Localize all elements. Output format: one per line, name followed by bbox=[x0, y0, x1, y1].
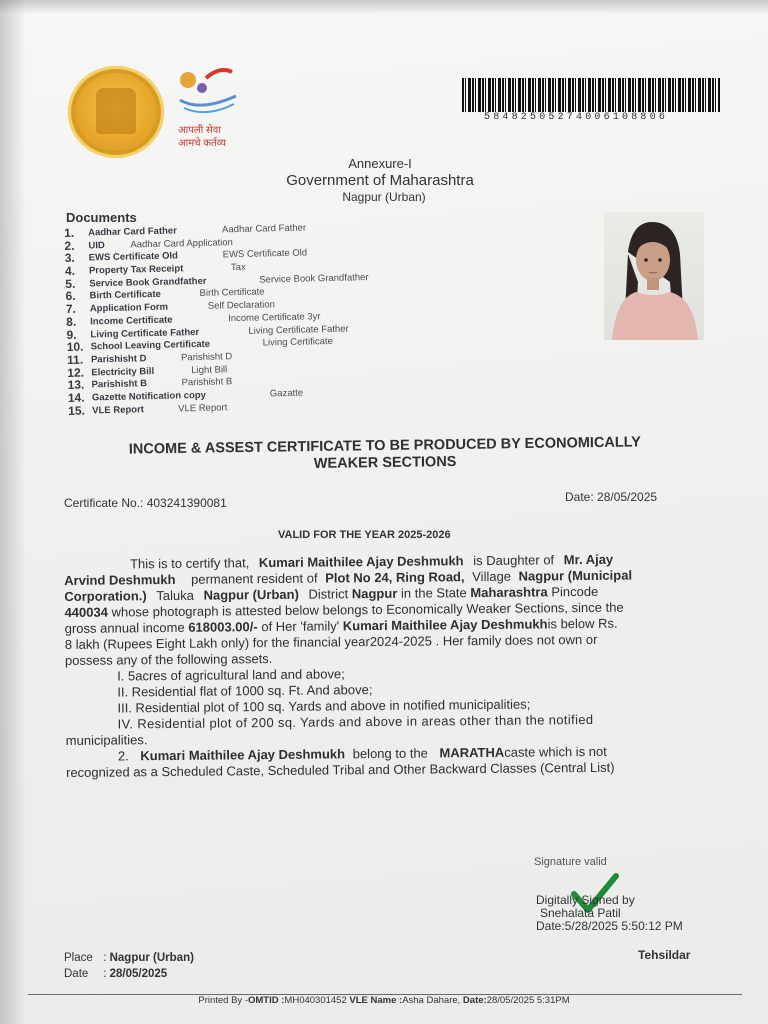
asset-item: III. Residential plot of 100 sq. Yards and above in notified municipalities; bbox=[117, 696, 531, 716]
applicant-photo bbox=[604, 212, 704, 340]
state: Maharashtra bbox=[470, 584, 548, 601]
doc-name: Parishisht D bbox=[90, 353, 147, 366]
doc-value: VLE Report bbox=[178, 401, 228, 415]
doc-number: 14. bbox=[67, 390, 85, 405]
doc-value: Birth Certificate bbox=[199, 286, 265, 300]
taluka: Nagpur (Urban) bbox=[203, 586, 299, 603]
village-cont: Corporation.) bbox=[64, 588, 147, 604]
certificate-number: Certificate No.: 403241390081 bbox=[64, 496, 227, 510]
village: Nagpur (Municipal bbox=[518, 567, 633, 584]
doc-name: UID bbox=[88, 239, 105, 252]
doc-name: Income Certificate bbox=[90, 314, 173, 328]
body-text: Pincode bbox=[551, 583, 599, 600]
government-title: Government of Maharashtra bbox=[286, 172, 474, 189]
doc-number: 2. bbox=[64, 238, 75, 253]
date-label: Date bbox=[64, 968, 89, 980]
asset-item: II. Residential flat of 1000 sq. Ft. And above; bbox=[117, 682, 373, 700]
body-text: in the State bbox=[400, 585, 467, 601]
body-text: caste which is not bbox=[504, 743, 607, 760]
applicant-name: Kumari Maithilee Ajay Deshmukh bbox=[140, 746, 346, 764]
footer-omtid-label: OMTID : bbox=[248, 995, 285, 1006]
signer-name: Snehalata Patil bbox=[540, 906, 621, 920]
certificate-title-line1: INCOME & ASSEST CERTIFICATE TO BE PRODUCED BY ECONOMICALLY bbox=[128, 434, 642, 458]
print-footer bbox=[0, 995, 768, 1006]
footer-omtid-value: MH040301452 bbox=[284, 995, 347, 1006]
doc-name: School Leaving Certificate bbox=[90, 338, 211, 353]
seal-emblem bbox=[96, 88, 136, 134]
doc-number: 4. bbox=[64, 263, 76, 279]
page-shadow-top bbox=[0, 0, 768, 14]
doc-value: EWS Certificate Old bbox=[222, 247, 308, 261]
certificate-title-line2: WEAKER SECTIONS bbox=[313, 454, 457, 472]
signature-date: Date:5/28/2025 5:50:12 PM bbox=[536, 919, 683, 933]
doc-value: Light Bill bbox=[191, 363, 228, 376]
doc-value: Tax bbox=[230, 261, 246, 274]
doc-number: 1. bbox=[64, 225, 75, 240]
doc-name: Electricity Bill bbox=[91, 365, 155, 378]
doc-number: 15. bbox=[68, 403, 86, 418]
district: Nagpur bbox=[351, 585, 398, 602]
doc-value: Aadhar Card Father bbox=[222, 222, 307, 236]
father-name: Mr. Ajay bbox=[563, 551, 614, 568]
digital-signature bbox=[536, 894, 683, 933]
doc-number: 10. bbox=[66, 339, 84, 355]
signature-valid-label: Signature valid bbox=[534, 856, 607, 868]
date-row: Date : 28/05/2025 bbox=[64, 968, 168, 980]
doc-value: Gazatte bbox=[269, 387, 304, 400]
doc-name: Application Form bbox=[89, 301, 169, 315]
barcode-number: 5848250527400610880​6 bbox=[484, 112, 669, 123]
certificate-body bbox=[64, 551, 706, 781]
doc-number: 13. bbox=[67, 377, 85, 393]
doc-name: Living Certificate Father bbox=[90, 326, 200, 340]
certificate-title bbox=[80, 434, 690, 477]
maharashtra-seal-icon bbox=[68, 66, 164, 158]
doc-number: 8. bbox=[66, 314, 77, 329]
doc-value: Living Certificate bbox=[262, 336, 334, 349]
doc-number: 3. bbox=[64, 251, 75, 266]
logo-tagline-2: आमचे कर्तव्य bbox=[178, 138, 226, 149]
logo-tagline bbox=[178, 124, 248, 150]
page-shadow-left bbox=[0, 0, 26, 1024]
doc-number: 6. bbox=[65, 289, 76, 304]
doc-number: 12. bbox=[67, 365, 85, 380]
footer-date-label: Date: bbox=[462, 995, 487, 1006]
doc-name: Property Tax Receipt bbox=[88, 263, 184, 277]
footer-vle-label: VLE Name : bbox=[349, 995, 403, 1006]
doc-value: Service Book Grandfather bbox=[259, 271, 369, 286]
body-text: This is to certify that, bbox=[129, 555, 250, 572]
documents-title: Documents bbox=[66, 210, 137, 225]
doc-name: EWS Certificate Old bbox=[88, 250, 179, 264]
body-text: Taluka bbox=[156, 587, 194, 604]
body-text: is below Rs. bbox=[547, 615, 618, 632]
barcode bbox=[462, 78, 720, 112]
caste: MARATHA bbox=[439, 744, 505, 761]
place-date-block bbox=[64, 950, 194, 982]
body-line: recognized as a Scheduled Caste, Scheduled Tribal and Other Backward Classes (Central List) bbox=[65, 759, 615, 780]
doc-number: 5. bbox=[65, 276, 76, 291]
asset-item-cont: municipalities. bbox=[65, 732, 148, 748]
body-text: whose photograph is attested below belongs to Economically Weaker Sections, since the bbox=[111, 599, 624, 620]
doc-value: Income Certificate 3yr bbox=[228, 311, 321, 325]
footer-vle-value: Asha Dahare, bbox=[402, 995, 461, 1006]
documents-list bbox=[64, 218, 408, 416]
validity-label: VALID FOR THE YEAR 2025-2026 bbox=[278, 529, 451, 541]
place-label: Place bbox=[64, 952, 93, 964]
doc-value: Parishisht B bbox=[181, 376, 233, 389]
body-line: possess any of the following assets. bbox=[64, 651, 273, 668]
doc-name: Birth Certificate bbox=[89, 289, 161, 302]
doc-number: 7. bbox=[65, 301, 77, 317]
body-text: permanent resident of bbox=[191, 570, 318, 587]
doc-name: Parishisht B bbox=[91, 378, 148, 391]
place-row: Place : Nagpur (Urban) bbox=[64, 952, 194, 964]
body-text: is Daughter of bbox=[473, 552, 555, 569]
issuing-office: Nagpur (Urban) bbox=[342, 190, 426, 204]
doc-name: Gazette Notification copy bbox=[91, 389, 207, 404]
doc-value: Parishisht D bbox=[180, 351, 233, 364]
body-text: gross annual income bbox=[64, 619, 185, 636]
doc-name: Aadhar Card Father bbox=[88, 225, 177, 239]
annual-income: 618003.00/- bbox=[188, 619, 258, 635]
logo-tagline-1: आपली सेवा bbox=[178, 125, 221, 136]
father-name-cont: Arvind Deshmukh bbox=[64, 571, 176, 588]
doc-number: 9. bbox=[66, 327, 77, 342]
signature-line: Digitally Signed by bbox=[536, 893, 635, 907]
date-value: 28/05/2025 bbox=[109, 968, 168, 980]
body-line: 8 lakh (Rupees Eight Lakh only) for the financial year2024-2025 . Her family does not own or bbox=[64, 631, 598, 652]
pincode: 440034 bbox=[64, 604, 108, 620]
paragraph-number: 2. bbox=[117, 748, 129, 764]
body-text: of Her 'family' bbox=[261, 618, 340, 635]
body-text: Village bbox=[472, 568, 512, 585]
body-text: District bbox=[308, 586, 349, 602]
applicant-name: Kumari Maithilee Ajay Deshmukh bbox=[342, 616, 548, 634]
applicant-name: Kumari Maithilee Ajay Deshmukh bbox=[258, 553, 464, 571]
footer-date-value: 28/05/2025 5:31PM bbox=[486, 995, 570, 1006]
annexure-label: Annexure-I bbox=[348, 156, 412, 171]
doc-name: Service Book Grandfather bbox=[89, 275, 207, 290]
asset-item: IV. Residential plot of 200 sq. Yards and above in areas other than the notified bbox=[117, 711, 594, 732]
body-text: belong to the bbox=[352, 745, 428, 762]
place-value: Nagpur (Urban) bbox=[109, 952, 194, 964]
doc-value: Aadhar Card Application bbox=[130, 236, 234, 251]
signer-designation: Tehsildar bbox=[638, 948, 691, 962]
address: Plot No 24, Ring Road, bbox=[325, 569, 465, 586]
doc-number: 11. bbox=[66, 352, 84, 367]
footer-printed-by: Printed By - bbox=[198, 995, 248, 1006]
doc-value: Self Declaration bbox=[207, 299, 276, 312]
doc-name: VLE Report bbox=[92, 403, 145, 417]
doc-value: Living Certificate Father bbox=[248, 323, 349, 337]
asset-item: I. 5acres of agricultural land and above; bbox=[117, 666, 345, 684]
person-photo-icon bbox=[604, 212, 704, 340]
certificate-date: Date: 28/05/2025 bbox=[565, 490, 658, 504]
